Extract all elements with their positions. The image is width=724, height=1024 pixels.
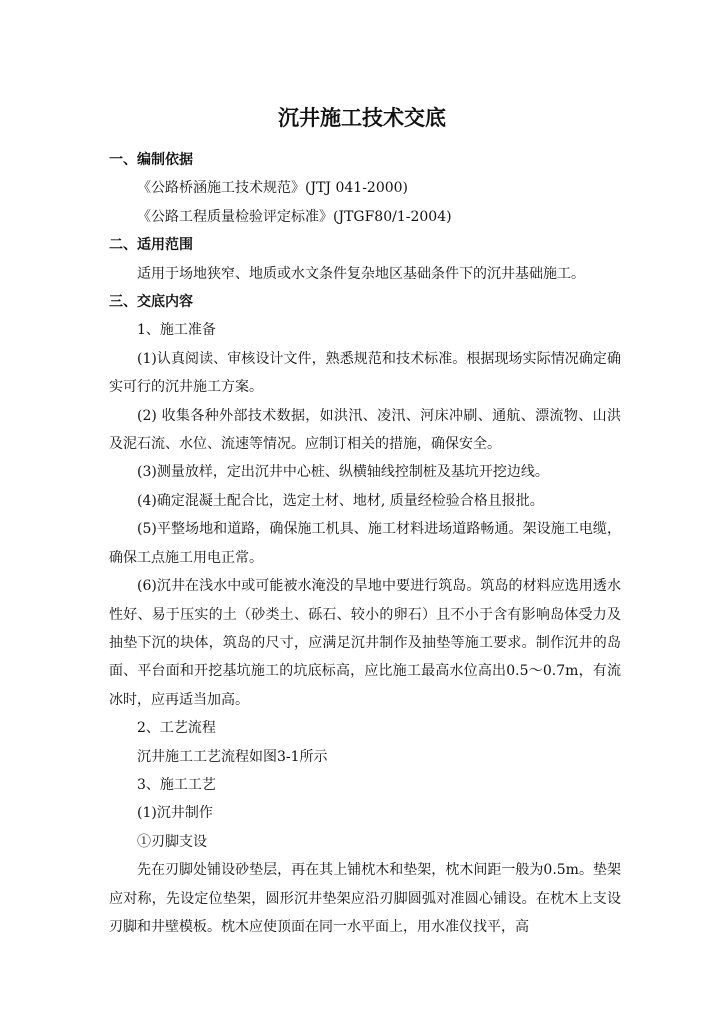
document-title: 沉井施工技术交底 bbox=[278, 106, 446, 130]
prep-item-2: (2) 收集各种外部技术数据，如洪汛、凌汛、河床冲刷、通航、漂流物、山洪及泥石流、水位、流速等情况。应制订相关的措施，确保安全。 bbox=[109, 407, 621, 453]
document-body bbox=[109, 146, 621, 941]
section-heading-scope: 二、适用范围 bbox=[109, 237, 193, 254]
cutting-edge-support-text: 先在刃脚处铺设砂垫层，再在其上铺枕木和垫架，枕木间距一般为0.5m。垫架应对称，先设定位垫架，圆形沉井垫架应沿刃脚圆弧对准圆心铺设。在枕木上支设刃脚和井壁模板。枕木应使顶面在同一水平面上，用水准仪找平，高 bbox=[109, 862, 621, 935]
prep-item-6: (6)沉井在浅水中或可能被水淹没的旱地中要进行筑岛。筑岛的材料应选用透水性好、易于压实的土（砂类土、砾石、较小的卵石）且不小于含有影响岛体受力及抽垫下沉的块体，筑岛的尺寸，应满足沉井制作及抽垫等施工要求。制作沉井的岛面、平台面和开挖基坑施工的坑底标高，应比施工最高水位高出0.5～0.7m，有流冰时，应再适当加高。 bbox=[109, 578, 621, 708]
prep-item-1: (1)认真阅读、审核设计文件，熟悉规范和技术标准。根据现场实际情况确定确实可行的沉井施工方案。 bbox=[109, 350, 621, 396]
reference-spec-1: 《公路桥涵施工技术规范》(JTJ 041-2000) bbox=[137, 180, 409, 197]
scope-text: 适用于场地狭窄、地质或水文条件复杂地区基础条件下的沉井基础施工。 bbox=[137, 265, 585, 282]
subheading-process-flow: 2、工艺流程 bbox=[137, 720, 216, 737]
prep-item-4: (4)确定混凝土配合比，选定土材、地材, 质量经检验合格且报批。 bbox=[137, 492, 544, 509]
subheading-construction-process: 3、施工工艺 bbox=[137, 776, 216, 793]
prep-item-5: (5)平整场地和道路，确保施工机具、施工材料进场道路畅通。架设施工电缆，确保工点施工用电正常。 bbox=[109, 521, 621, 566]
section-heading-content: 三、交底内容 bbox=[109, 294, 193, 311]
section-heading-basis: 一、编制依据 bbox=[109, 152, 193, 168]
cutting-edge-support-heading: ①刃脚支设 bbox=[137, 833, 207, 850]
process-flow-text: 沉井施工工艺流程如图3-1所示 bbox=[137, 748, 328, 765]
reference-spec-2: 《公路工程质量检验评定标准》(JTGF80/1-2004) bbox=[137, 208, 452, 225]
prep-item-3: (3)测量放样，定出沉井中心桩、纵横轴线控制桩及基坑开挖边线。 bbox=[137, 464, 549, 481]
subheading-preparation: 1、施工准备 bbox=[137, 322, 216, 339]
caisson-fabrication-heading: (1)沉井制作 bbox=[137, 805, 213, 822]
